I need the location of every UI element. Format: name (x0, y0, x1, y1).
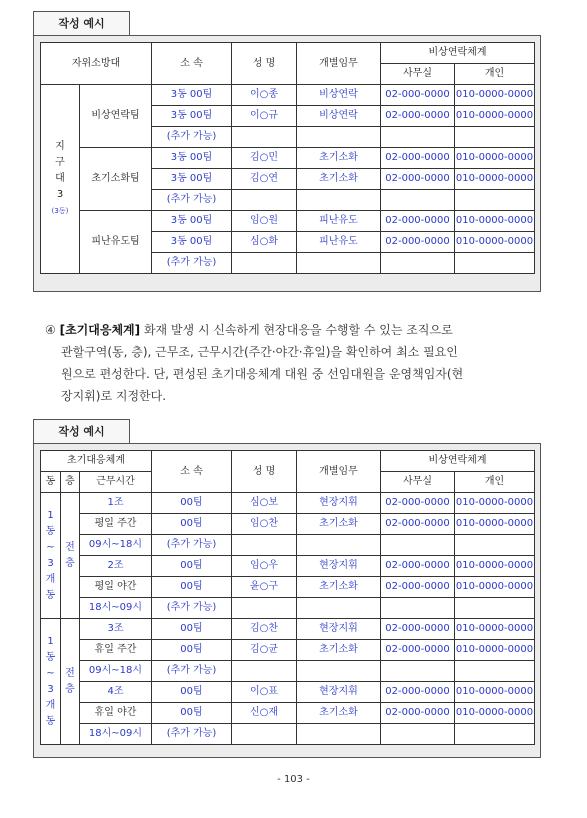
cell-duty: 피난유도 (297, 211, 381, 232)
cell-affiliation: 00팀 (152, 682, 232, 703)
cell-affiliation: (추가 가능) (152, 661, 232, 682)
cell-duty: 현장지휘 (297, 493, 381, 514)
cell-office (381, 661, 455, 682)
header-contact: 비상연락체계 (381, 451, 535, 472)
cell-affiliation: 00팀 (152, 703, 232, 724)
cell-office: 02-000-0000 (381, 106, 455, 127)
paragraph-number: ④ (45, 323, 56, 337)
cell-personal (455, 253, 535, 274)
cell-name: 김○균 (232, 640, 297, 661)
shift-period: 평일 주간 (80, 514, 152, 535)
example-frame-1 (33, 35, 541, 292)
cell-office (381, 190, 455, 211)
cell-name: 김○찬 (232, 619, 297, 640)
cell-personal: 010-0000-0000 (455, 148, 535, 169)
cell-name: 이○표 (232, 682, 297, 703)
cell-affiliation: (추가 가능) (152, 253, 232, 274)
cell-affiliation: 00팀 (152, 640, 232, 661)
shift-time: 18시~09시 (80, 598, 152, 619)
floor-cell: 전 층 (61, 493, 80, 619)
header-personal: 개인 (455, 472, 535, 493)
page-number: - 103 - (277, 774, 310, 785)
cell-name (232, 253, 297, 274)
cell-personal: 010-0000-0000 (455, 682, 535, 703)
paragraph-line-1: ④ [초기대응체계] 화재 발생 시 신속하게 현장대응을 수행할 수 있는 조직으로 (45, 323, 453, 337)
shift-time: 09시~18시 (80, 535, 152, 556)
cell-office (381, 535, 455, 556)
cell-duty: 초기소화 (297, 514, 381, 535)
cell-affiliation: 00팀 (152, 556, 232, 577)
header-name: 성 명 (232, 43, 297, 85)
header-system: 초기대응체계 (41, 451, 152, 472)
shift-label: 1조 (80, 493, 152, 514)
cell-personal: 010-0000-0000 (455, 514, 535, 535)
cell-duty: 초기소화 (297, 703, 381, 724)
cell-personal (455, 661, 535, 682)
zone-cell: 지 구 대 3 (3동) (41, 85, 80, 274)
cell-affiliation: (추가 가능) (152, 535, 232, 556)
cell-duty (297, 253, 381, 274)
header-duty: 개별임무 (297, 451, 381, 493)
cell-duty (297, 598, 381, 619)
shift-label: 3조 (80, 619, 152, 640)
header-personal: 개인 (455, 64, 535, 85)
self-defense-team-table (40, 42, 535, 274)
cell-affiliation: (추가 가능) (152, 127, 232, 148)
cell-name: 임○원 (232, 211, 297, 232)
paragraph-line-4: 장지휘)로 지정한다. (61, 389, 167, 403)
cell-duty (297, 661, 381, 682)
cell-personal: 010-0000-0000 (455, 85, 535, 106)
cell-name (232, 724, 297, 745)
cell-duty: 현장지휘 (297, 556, 381, 577)
header-office: 사무실 (381, 64, 455, 85)
cell-personal: 010-0000-0000 (455, 169, 535, 190)
cell-affiliation: 3동 00팀 (152, 148, 232, 169)
cell-name: 임○우 (232, 556, 297, 577)
cell-duty: 초기소화 (297, 577, 381, 598)
zone-sub: (3동) (51, 207, 69, 215)
header-name: 성 명 (232, 451, 297, 493)
cell-personal: 010-0000-0000 (455, 106, 535, 127)
cell-affiliation: 3동 00팀 (152, 85, 232, 106)
cell-personal: 010-0000-0000 (455, 232, 535, 253)
cell-personal (455, 127, 535, 148)
header-unit: 자위소방대 (41, 43, 152, 85)
shift-label: 2조 (80, 556, 152, 577)
cell-name: 심○화 (232, 232, 297, 253)
cell-office (381, 598, 455, 619)
cell-affiliation: (추가 가능) (152, 724, 232, 745)
cell-duty: 비상연락 (297, 85, 381, 106)
cell-personal: 010-0000-0000 (455, 619, 535, 640)
cell-personal: 010-0000-0000 (455, 703, 535, 724)
cell-office: 02-000-0000 (381, 619, 455, 640)
cell-personal (455, 190, 535, 211)
cell-duty: 피난유도 (297, 232, 381, 253)
cell-personal: 010-0000-0000 (455, 493, 535, 514)
shift-period: 평일 야간 (80, 577, 152, 598)
cell-duty (297, 127, 381, 148)
cell-name (232, 661, 297, 682)
cell-affiliation: (추가 가능) (152, 190, 232, 211)
cell-office: 02-000-0000 (381, 577, 455, 598)
cell-office (381, 724, 455, 745)
shift-period: 휴일 주간 (80, 640, 152, 661)
cell-name: 이○규 (232, 106, 297, 127)
cell-office: 02-000-0000 (381, 640, 455, 661)
header-affiliation: 소 속 (152, 451, 232, 493)
cell-duty (297, 724, 381, 745)
cell-office: 02-000-0000 (381, 169, 455, 190)
cell-duty: 초기소화 (297, 169, 381, 190)
cell-affiliation: 3동 00팀 (152, 169, 232, 190)
cell-office: 02-000-0000 (381, 682, 455, 703)
cell-duty: 초기소화 (297, 148, 381, 169)
cell-affiliation: (추가 가능) (152, 598, 232, 619)
cell-duty (297, 190, 381, 211)
header-hours: 근무시간 (80, 472, 152, 493)
cell-affiliation: 00팀 (152, 619, 232, 640)
cell-name (232, 190, 297, 211)
header-dong: 동 (41, 472, 61, 493)
cell-affiliation: 3동 00팀 (152, 211, 232, 232)
shift-time: 18시~09시 (80, 724, 152, 745)
cell-personal: 010-0000-0000 (455, 577, 535, 598)
cell-personal (455, 724, 535, 745)
cell-personal (455, 598, 535, 619)
team-name: 비상연락팀 (80, 85, 152, 148)
cell-office: 02-000-0000 (381, 514, 455, 535)
cell-name (232, 127, 297, 148)
example-label-2: 작성 예시 (33, 419, 130, 443)
paragraph-initial-response (45, 319, 545, 407)
cell-office: 02-000-0000 (381, 148, 455, 169)
cell-duty: 현장지휘 (297, 619, 381, 640)
cell-name: 신○재 (232, 703, 297, 724)
initial-response-table (40, 450, 535, 745)
cell-office (381, 127, 455, 148)
paragraph-line-3: 원으로 편성한다. 단, 편성된 초기대응체계 대원 중 선임대원을 운영책임자(현 (61, 367, 464, 381)
shift-label: 4조 (80, 682, 152, 703)
cell-office: 02-000-0000 (381, 703, 455, 724)
cell-name (232, 598, 297, 619)
cell-name: 김○민 (232, 148, 297, 169)
header-floor: 층 (61, 472, 80, 493)
cell-name: 윤○구 (232, 577, 297, 598)
cell-name: 김○연 (232, 169, 297, 190)
cell-personal: 010-0000-0000 (455, 640, 535, 661)
cell-duty: 비상연락 (297, 106, 381, 127)
example-label-1: 작성 예시 (33, 11, 130, 35)
cell-name (232, 535, 297, 556)
header-duty: 개별임무 (297, 43, 381, 85)
team-name: 초기소화팀 (80, 148, 152, 211)
example-frame-2 (33, 443, 541, 758)
floor-cell: 전 층 (61, 619, 80, 745)
cell-personal: 010-0000-0000 (455, 211, 535, 232)
header-office: 사무실 (381, 472, 455, 493)
paragraph-title: [초기대응체계] (59, 323, 141, 337)
cell-name: 이○종 (232, 85, 297, 106)
shift-period: 휴일 야간 (80, 703, 152, 724)
cell-affiliation: 00팀 (152, 514, 232, 535)
cell-office: 02-000-0000 (381, 556, 455, 577)
cell-name: 임○찬 (232, 514, 297, 535)
cell-personal (455, 535, 535, 556)
cell-duty: 초기소화 (297, 640, 381, 661)
cell-duty (297, 535, 381, 556)
cell-personal: 010-0000-0000 (455, 556, 535, 577)
cell-affiliation: 3동 00팀 (152, 232, 232, 253)
cell-office: 02-000-0000 (381, 85, 455, 106)
shift-time: 09시~18시 (80, 661, 152, 682)
cell-office: 02-000-0000 (381, 493, 455, 514)
cell-affiliation: 3동 00팀 (152, 106, 232, 127)
dong-cell: 1 동 ~ 3 개 동 (41, 619, 61, 745)
cell-office (381, 253, 455, 274)
cell-duty: 현장지휘 (297, 682, 381, 703)
cell-office: 02-000-0000 (381, 232, 455, 253)
cell-name: 심○보 (232, 493, 297, 514)
header-affiliation: 소 속 (152, 43, 232, 85)
cell-affiliation: 00팀 (152, 493, 232, 514)
cell-office: 02-000-0000 (381, 211, 455, 232)
cell-affiliation: 00팀 (152, 577, 232, 598)
paragraph-line-2: 관할구역(동, 층), 근무조, 근무시간(주간·야간·휴일)을 확인하여 최소 필요인 (61, 345, 458, 359)
dong-cell: 1 동 ~ 3 개 동 (41, 493, 61, 619)
team-name: 피난유도팀 (80, 211, 152, 274)
header-contact: 비상연락체계 (381, 43, 535, 64)
